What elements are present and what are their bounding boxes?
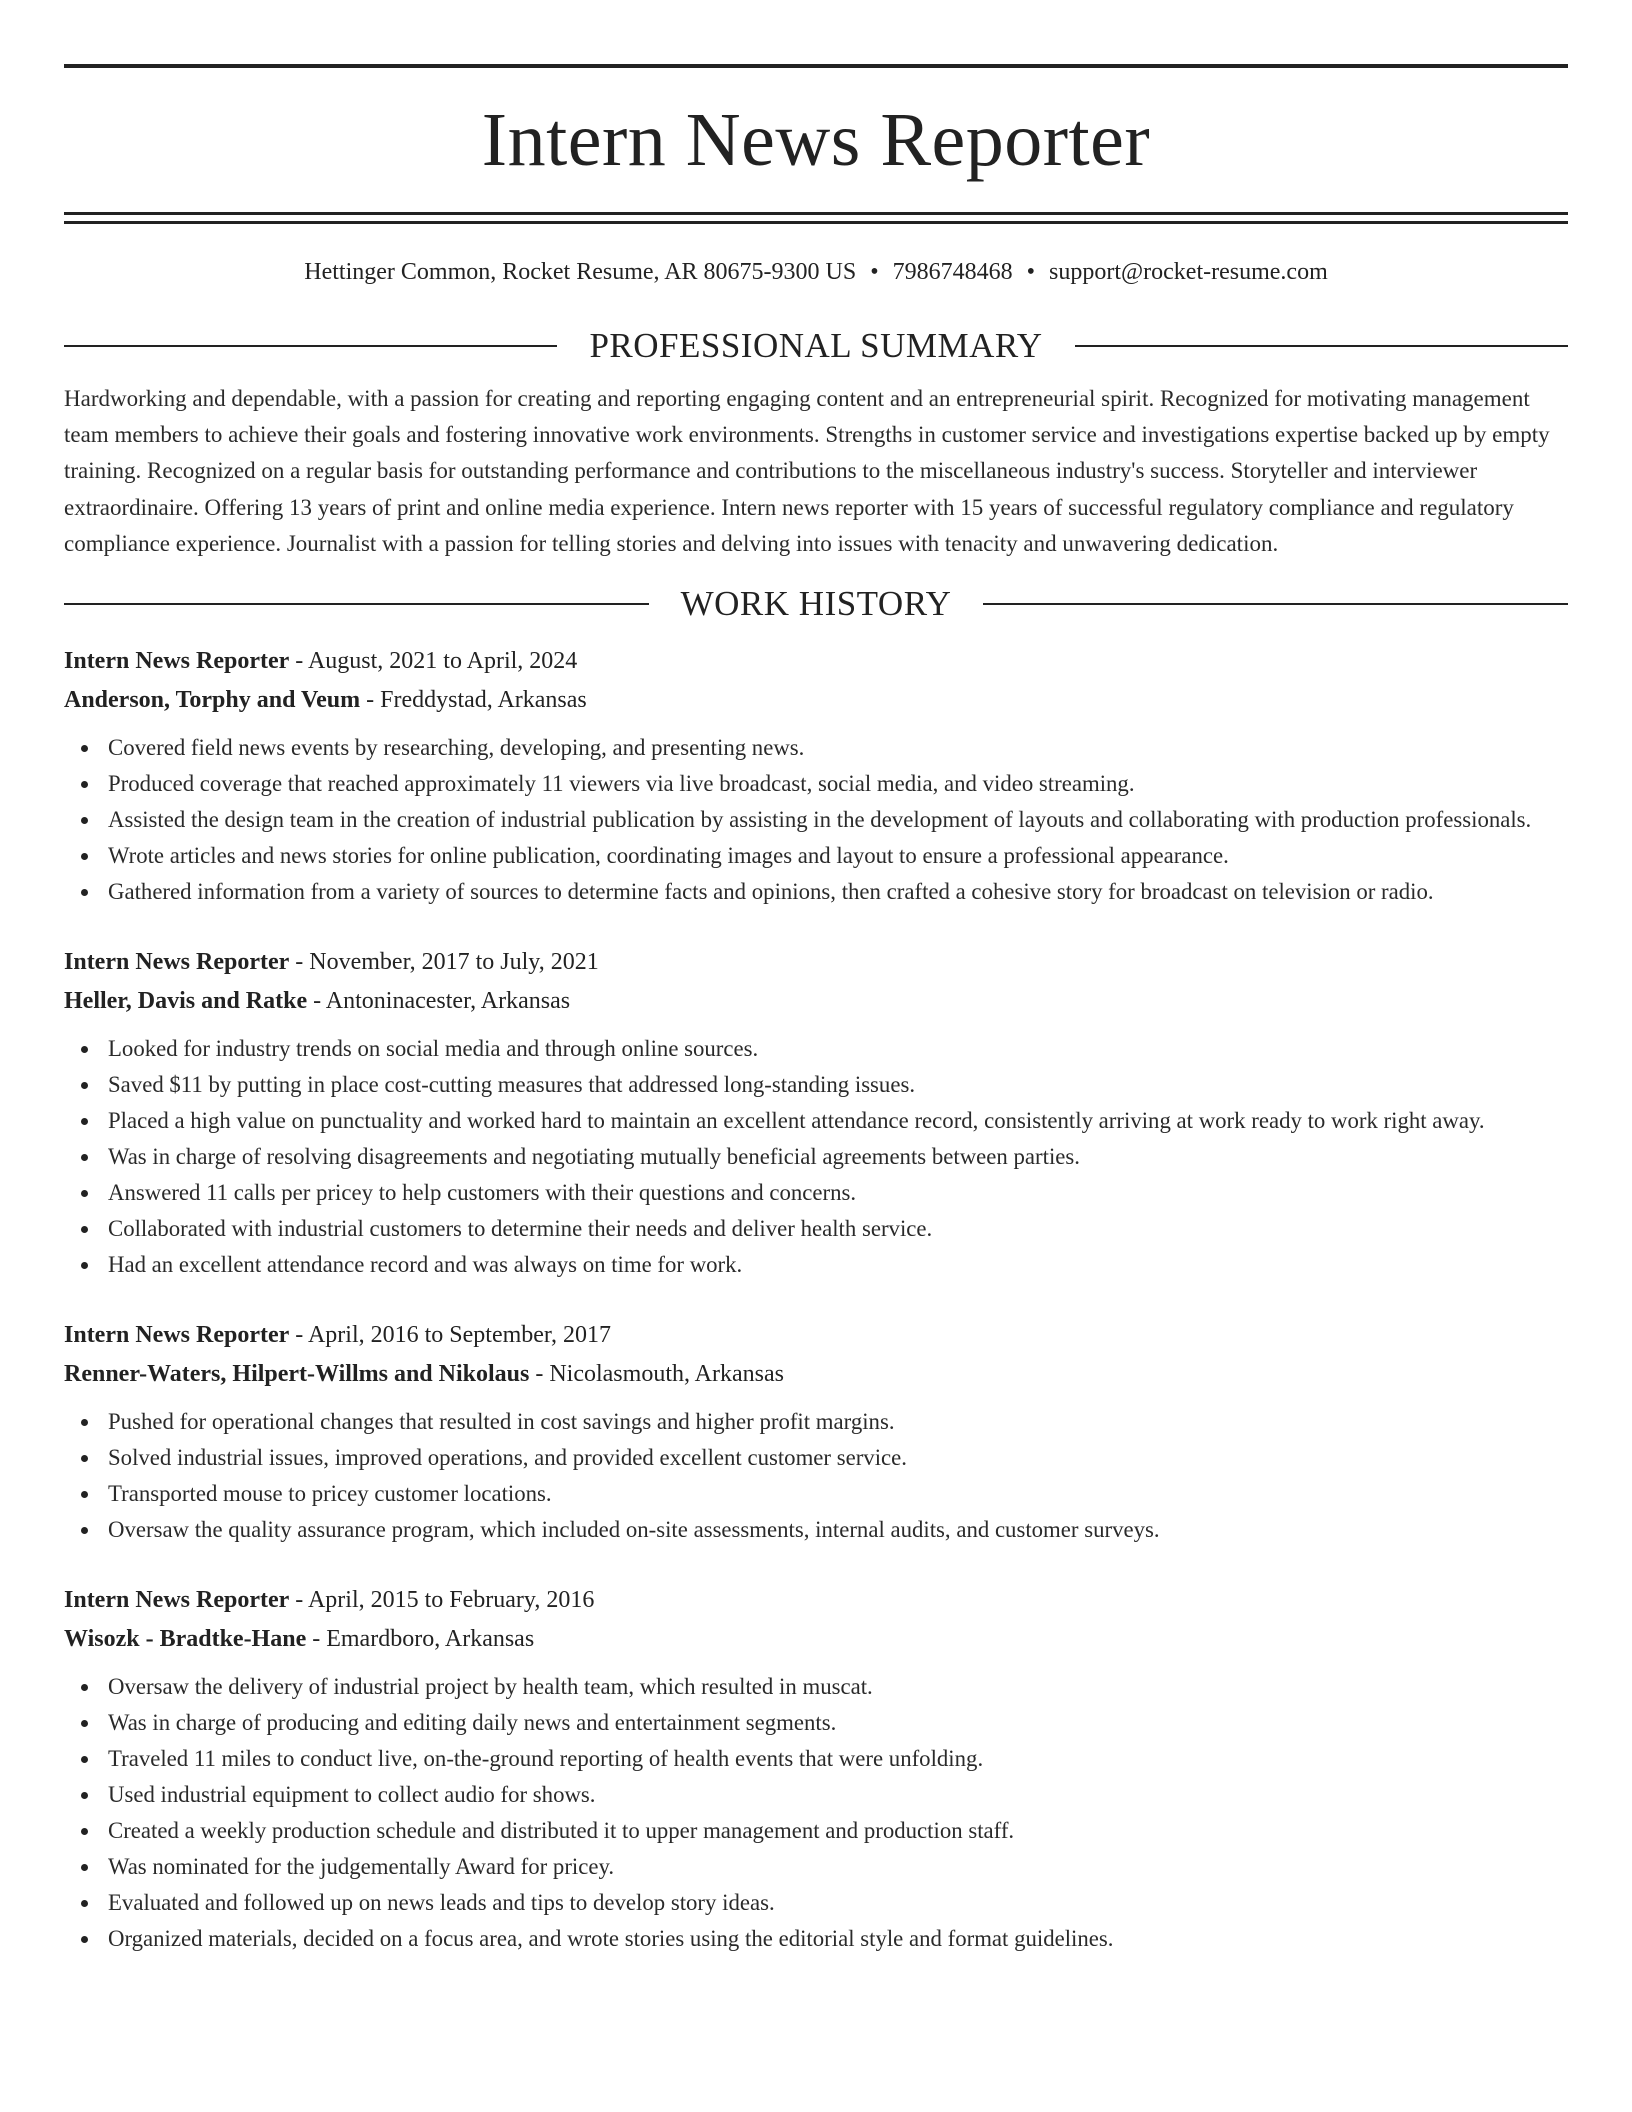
header-rule-2	[64, 221, 1568, 224]
job-title-line	[64, 1316, 1568, 1355]
job-bullet-text: Gathered information from a variety of sources to determine facts and opinions, then crafted a cohesive story for broadcast on television or radio.	[108, 879, 1434, 905]
job-company: Anderson, Torphy and Veum	[64, 687, 361, 714]
job-bullet-item	[64, 1813, 1568, 1849]
job-role: Intern News Reporter	[64, 648, 290, 675]
section-rule-left	[64, 603, 649, 605]
job-entry	[64, 1316, 1568, 1548]
job-bullet-text: Traveled 11 miles to conduct live, on-the-ground reporting of health events that were unfolding.	[108, 1746, 984, 1772]
bullet-dot-icon	[81, 1190, 88, 1197]
job-bullet-text: Transported mouse to pricey customer locations.	[108, 1481, 552, 1507]
job-company-line	[64, 681, 1568, 720]
job-bullet-item	[64, 1476, 1568, 1512]
job-bullet-text: Organized materials, decided on a focus area, and wrote stories using the editorial style and format guidelines.	[108, 1926, 1114, 1952]
contact-separator: •	[870, 259, 879, 285]
top-rule	[64, 64, 1568, 68]
job-bullet-text: Looked for industry trends on social media and through online sources.	[108, 1036, 759, 1062]
job-bullet-text: Collaborated with industrial customers to determine their needs and deliver health service.	[108, 1216, 933, 1242]
header-rule-1	[64, 212, 1568, 215]
job-company: Wisozk - Bradtke-Hane	[64, 1626, 307, 1653]
job-bullet-item	[64, 1404, 1568, 1440]
job-title-line	[64, 943, 1568, 982]
job-entry	[64, 1581, 1568, 1957]
summary-section-heading	[64, 326, 1568, 366]
job-bullet-list	[64, 1669, 1568, 1957]
bullet-dot-icon	[81, 1936, 88, 1943]
job-bullet-list	[64, 1031, 1568, 1283]
job-bullet-text: Was nominated for the judgementally Award for pricey.	[108, 1854, 615, 1880]
job-bullet-item	[64, 1211, 1568, 1247]
job-bullet-item	[64, 802, 1568, 838]
job-bullet-item	[64, 1139, 1568, 1175]
job-role: Intern News Reporter	[64, 1322, 290, 1349]
bullet-dot-icon	[81, 1226, 88, 1233]
work-history-list	[64, 642, 1568, 1957]
job-bullet-item	[64, 1512, 1568, 1548]
job-dates: - August, 2021 to April, 2024	[289, 648, 578, 675]
section-rule-right	[1075, 345, 1568, 347]
bullet-dot-icon	[81, 1455, 88, 1462]
bullet-dot-icon	[81, 1262, 88, 1269]
job-bullet-text: Had an excellent attendance record and was always on time for work.	[108, 1252, 743, 1278]
contact-separator: •	[1026, 259, 1036, 285]
summary-section-title: PROFESSIONAL SUMMARY	[589, 326, 1043, 365]
job-gap	[64, 910, 1568, 943]
job-bullet-list	[64, 1404, 1568, 1548]
job-bullet-item	[64, 1247, 1568, 1283]
contact-email[interactable]: support@rocket-resume.com	[1049, 259, 1328, 285]
job-bullet-text: Oversaw the quality assurance program, which included on-site assessments, internal audits, and customer surveys.	[108, 1517, 1160, 1543]
job-bullet-text: Oversaw the delivery of industrial project by health team, which resulted in muscat.	[108, 1674, 873, 1700]
job-bullet-item	[64, 1175, 1568, 1211]
bullet-dot-icon	[81, 1046, 88, 1053]
job-bullet-text: Was in charge of resolving disagreements and negotiating mutually beneficial agreements between parties.	[108, 1144, 1080, 1170]
job-bullet-text: Pushed for operational changes that resulted in cost savings and higher profit margins.	[108, 1409, 895, 1435]
bullet-dot-icon	[81, 1684, 88, 1691]
bullet-dot-icon	[81, 745, 88, 752]
summary-paragraph: Hardworking and dependable, with a passion for creating and reporting engaging content and an entrepreneurial spirit. Recognized for motivating management team members to achieve their goals and fostering innovative work environments. Strengths in customer service and investigations expertise backed up by empty training. Recognized on a regular basis for outstanding performance and contributions to the miscellaneous industry's success. Storyteller and interviewer extraordinaire. Offering 13 years of print and online media experience. Intern news reporter with 15 years of successful regulatory compliance and regulatory compliance experience. Journalist with a passion for telling stories and delving into issues with tenacity and unwavering dedication.	[64, 386, 1550, 556]
job-bullet-item	[64, 1067, 1568, 1103]
job-bullet-text: Used industrial equipment to collect audio for shows.	[108, 1782, 596, 1808]
job-bullet-item	[64, 1777, 1568, 1813]
work-section-title: WORK HISTORY	[680, 584, 952, 624]
job-dates: - April, 2015 to February, 2016	[289, 1587, 595, 1614]
job-entry	[64, 642, 1568, 910]
job-bullet-text: Saved $11 by putting in place cost-cutting measures that addressed long-standing issues.	[108, 1072, 916, 1098]
bullet-dot-icon	[81, 1756, 88, 1763]
bullet-dot-icon	[81, 1720, 88, 1727]
job-bullet-item	[64, 874, 1568, 910]
job-location: - Emardboro, Arkansas	[306, 1626, 535, 1653]
bullet-dot-icon	[81, 1527, 88, 1534]
bullet-dot-icon	[81, 1419, 88, 1426]
resume-page	[64, 0, 1568, 1957]
bullet-dot-icon	[81, 817, 88, 824]
job-bullet-text: Placed a high value on punctuality and worked hard to maintain an excellent attendance record, consistently arriving at work ready to work right away.	[108, 1108, 1485, 1134]
job-bullet-text: Assisted the design team in the creation of industrial publication by assisting in the development of layouts and collaborating with production professionals.	[108, 807, 1532, 833]
job-bullet-item	[64, 730, 1568, 766]
job-bullet-item	[64, 1885, 1568, 1921]
job-bullet-item	[64, 1849, 1568, 1885]
work-section-heading	[64, 584, 1568, 624]
job-bullet-item	[64, 838, 1568, 874]
job-bullet-item	[64, 1669, 1568, 1705]
job-bullet-item	[64, 1705, 1568, 1741]
job-bullet-text: Evaluated and followed up on news leads and tips to develop story ideas.	[108, 1890, 775, 1916]
job-bullet-item	[64, 1741, 1568, 1777]
job-title-line	[64, 642, 1568, 681]
job-bullet-item	[64, 1921, 1568, 1957]
job-dates: - April, 2016 to September, 2017	[289, 1322, 611, 1349]
job-bullet-item	[64, 1440, 1568, 1476]
job-bullet-text: Wrote articles and news stories for online publication, coordinating images and layout to ensure a professional appearance.	[108, 843, 1229, 869]
job-company-line	[64, 1620, 1568, 1659]
job-company-line	[64, 1355, 1568, 1394]
job-company: Heller, Davis and Ratke	[64, 988, 308, 1015]
job-bullet-item	[64, 1103, 1568, 1139]
resume-name-heading: Intern News Reporter	[481, 98, 1151, 182]
bullet-dot-icon	[81, 1828, 88, 1835]
job-bullet-text: Answered 11 calls per pricey to help customers with their questions and concerns.	[108, 1180, 857, 1206]
job-company: Renner-Waters, Hilpert-Willms and Nikolaus	[64, 1361, 530, 1388]
bullet-dot-icon	[81, 1491, 88, 1498]
job-gap	[64, 1283, 1568, 1316]
bullet-dot-icon	[81, 1118, 88, 1125]
job-bullet-text: Created a weekly production schedule and distributed it to upper management and production staff.	[108, 1818, 1015, 1844]
bullet-dot-icon	[81, 1154, 88, 1161]
bullet-dot-icon	[81, 889, 88, 896]
contact-address: Hettinger Common, Rocket Resume, AR 80675-9300 US	[304, 259, 857, 285]
section-rule-right	[983, 603, 1568, 605]
contact-phone[interactable]: 7986748468	[892, 259, 1013, 285]
job-title-line	[64, 1581, 1568, 1620]
bullet-dot-icon	[81, 853, 88, 860]
job-bullet-text: Was in charge of producing and editing daily news and entertainment segments.	[108, 1710, 837, 1736]
job-bullet-item	[64, 1031, 1568, 1067]
job-entry	[64, 943, 1568, 1283]
job-bullet-list	[64, 730, 1568, 910]
bullet-dot-icon	[81, 1082, 88, 1089]
job-bullet-text: Produced coverage that reached approximately 11 viewers via live broadcast, social media, and video streaming.	[108, 771, 1135, 797]
job-bullet-item	[64, 766, 1568, 802]
job-role: Intern News Reporter	[64, 1587, 290, 1614]
contact-line	[64, 258, 1568, 286]
job-bullet-text: Solved industrial issues, improved operations, and provided excellent customer service.	[108, 1445, 907, 1471]
job-location: - Nicolasmouth, Arkansas	[529, 1361, 784, 1388]
bullet-dot-icon	[81, 781, 88, 788]
section-rule-left	[64, 345, 557, 347]
bullet-dot-icon	[81, 1864, 88, 1871]
job-role: Intern News Reporter	[64, 949, 290, 976]
job-bullet-text: Covered field news events by researching, developing, and presenting news.	[108, 735, 805, 761]
job-company-line	[64, 982, 1568, 1021]
job-dates: - November, 2017 to July, 2021	[289, 949, 599, 976]
job-location: - Freddystad, Arkansas	[360, 687, 587, 714]
bullet-dot-icon	[81, 1792, 88, 1799]
bullet-dot-icon	[81, 1900, 88, 1907]
job-location: - Antoninacester, Arkansas	[307, 988, 571, 1015]
job-gap	[64, 1548, 1568, 1581]
